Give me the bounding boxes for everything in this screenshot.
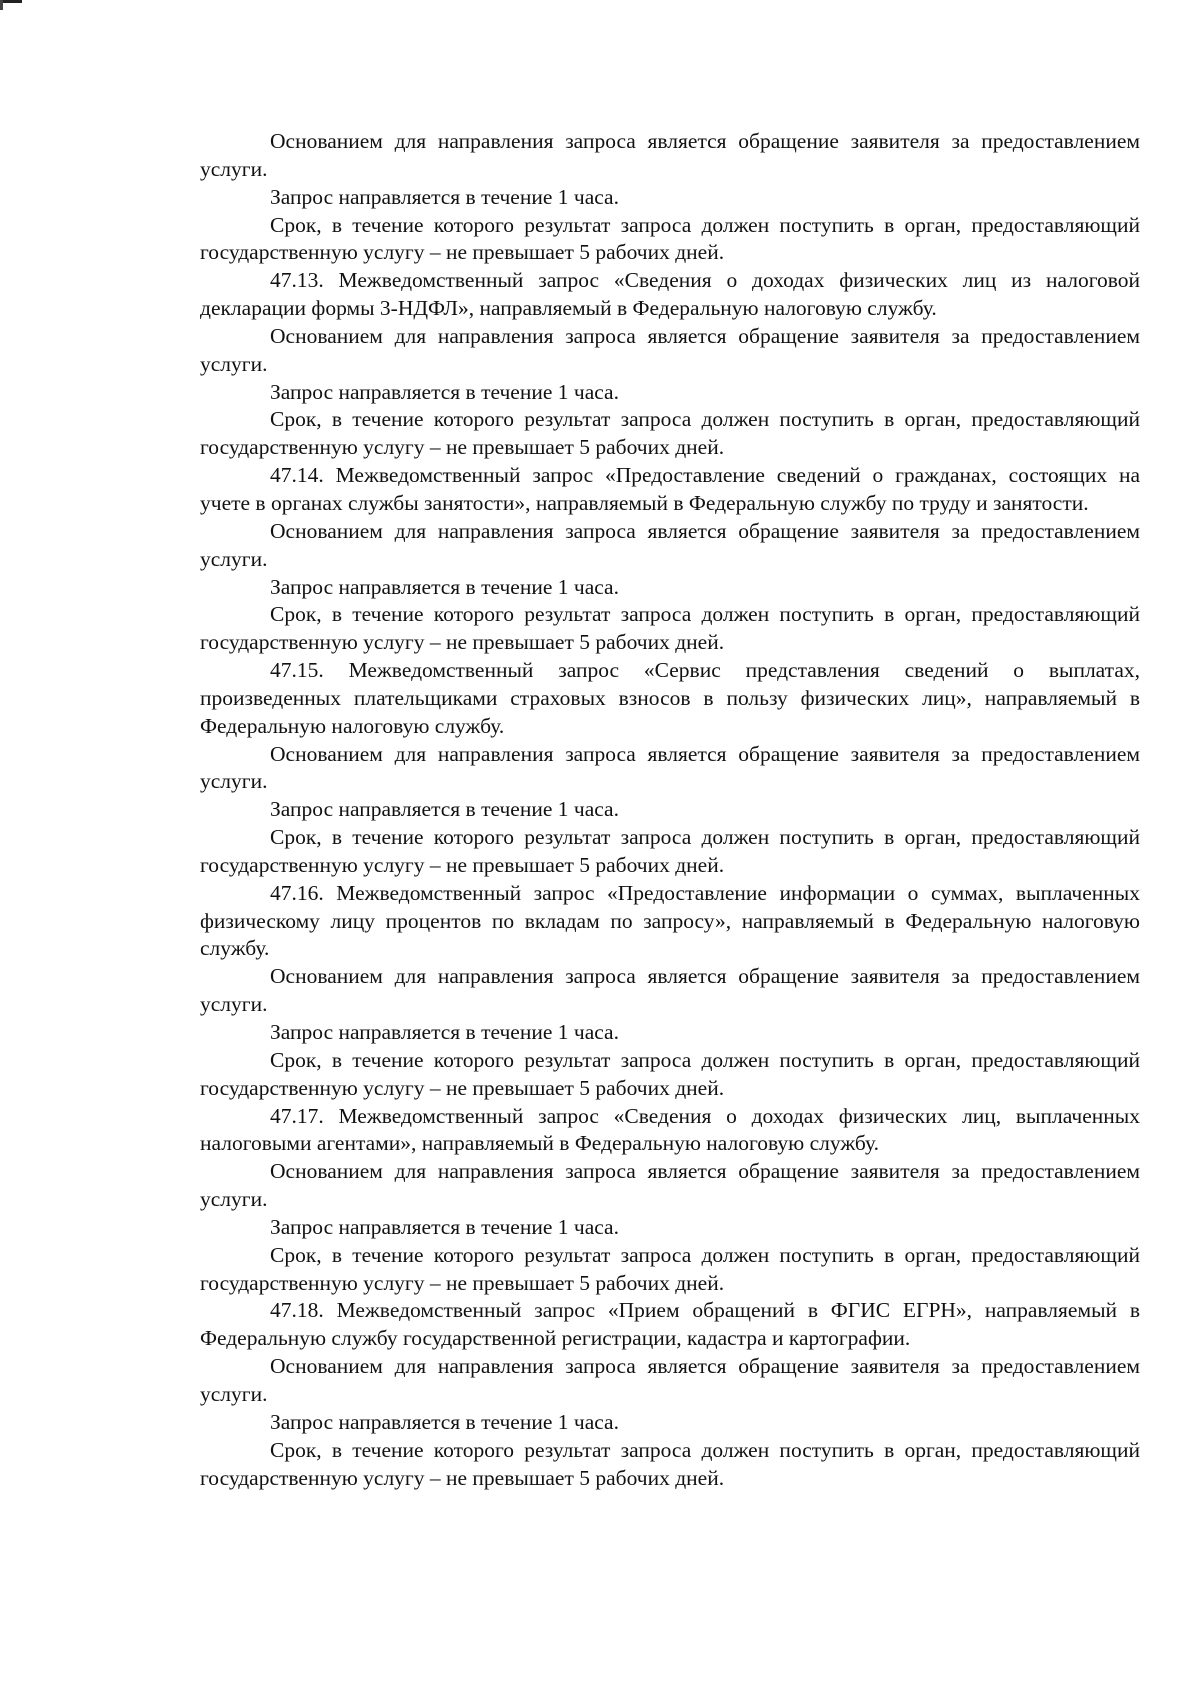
paragraph-basis: Основанием для направления запроса является обращение заявителя за предоставлением услуги.: [200, 323, 1140, 376]
paragraph-deadline: Срок, в течение которого результат запроса должен поступить в орган, предоставляющий государственную услугу – не превышает 5 рабочих дней.: [200, 825, 1140, 877]
paragraph-deadline: Срок, в течение которого результат запроса должен поступить в орган, предоставляющий государственную услугу – не превышает 5 рабочих дней.: [200, 602, 1140, 655]
section-47-16-heading: 47.16. Межведомственный запрос «Предоставление информации о суммах, выплаченных физическому лицу процентов по вкладам по запросу», направляемый в Федеральную налоговую службу.: [200, 880, 1140, 961]
paragraph-basis: Основанием для направления запроса является обращение заявителя за предоставлением услуги.: [200, 1159, 1140, 1212]
section-47-14-heading: 47.14. Межведомственный запрос «Предоставление сведений о гражданах, состоящих на учете в органах службы занятости», направляемый в Федеральную службу по труду и занятости.: [200, 463, 1140, 515]
paragraph-basis: Основанием для направления запроса является обращение заявителя за предоставлением услуги.: [200, 964, 1140, 1017]
paragraph-deadline: Срок, в течение которого результат запроса должен поступить в орган, предоставляющий государственную услугу – не превышает 5 рабочих дней.: [200, 1047, 1140, 1100]
section-47-18-heading: 47.18. Межведомственный запрос «Прием обращений в ФГИС ЕГРН», направляемый в Федеральную службу государственной регистрации, кадастра и картографии.: [200, 1298, 1140, 1351]
paragraph-basis: Основанием для направления запроса является обращение заявителя за предоставлением услуги.: [200, 1354, 1140, 1406]
paragraph-request-time: Запрос направляется в течение 1 часа.: [270, 1409, 619, 1434]
paragraph-deadline: Срок, в течение которого результат запроса должен поступить в орган, предоставляющий государственную услугу – не превышает 5 рабочих дней.: [200, 1437, 1140, 1490]
section-47-15-heading: 47.15. Межведомственный запрос «Сервис представления сведений о выплатах, произведенных плательщиками страховых взносов в пользу физических лиц», направляемый в Федеральную налоговую службу.: [200, 658, 1140, 738]
section-47-13-heading: 47.13. Межведомственный запрос «Сведения о доходах физических лиц из налоговой декларации формы 3-НДФЛ», направляемый в Федеральную налоговую службу.: [200, 268, 1140, 321]
paragraph-deadline: Срок, в течение которого результат запроса должен поступить в орган, предоставляющий государственную услугу – не превышает 5 рабочих дней.: [200, 1242, 1140, 1295]
paragraph-basis: Основанием для направления запроса является обращение заявителя за предоставлением услуги.: [200, 741, 1140, 794]
paragraph-request-time: Запрос направляется в течение 1 часа.: [270, 797, 619, 822]
scan-artifact: [0, 0, 22, 3]
section-47-17-heading: 47.17. Межведомственный запрос «Сведения о доходах физических лиц, выплаченных налоговыми агентами», направляемый в Федеральную налоговую службу.: [200, 1103, 1140, 1156]
paragraph-basis: Основанием для направления запроса является обращение заявителя за предоставлением услуги.: [200, 518, 1140, 571]
paragraph-request-time: Запрос направляется в течение 1 часа.: [270, 184, 619, 209]
paragraph-request-time: Запрос направляется в течение 1 часа.: [270, 1020, 619, 1044]
paragraph-request-time: Запрос направляется в течение 1 часа.: [270, 574, 619, 599]
paragraph-request-time: Запрос направляется в течение 1 часа.: [270, 379, 619, 404]
scan-artifact-vertical: [0, 0, 3, 10]
document-body: [200, 128, 1140, 1492]
paragraph-basis: Основанием для направления запроса является обращение заявителя за предоставлением услуги.: [200, 129, 1140, 181]
paragraph-deadline: Срок, в течение которого результат запроса должен поступить в орган, предоставляющий государственную услугу – не превышает 5 рабочих дней.: [200, 407, 1140, 460]
paragraph-deadline: Срок, в течение которого результат запроса должен поступить в орган, предоставляющий государственную услугу – не превышает 5 рабочих дней.: [200, 212, 1140, 265]
paragraph-request-time: Запрос направляется в течение 1 часа.: [270, 1214, 619, 1239]
